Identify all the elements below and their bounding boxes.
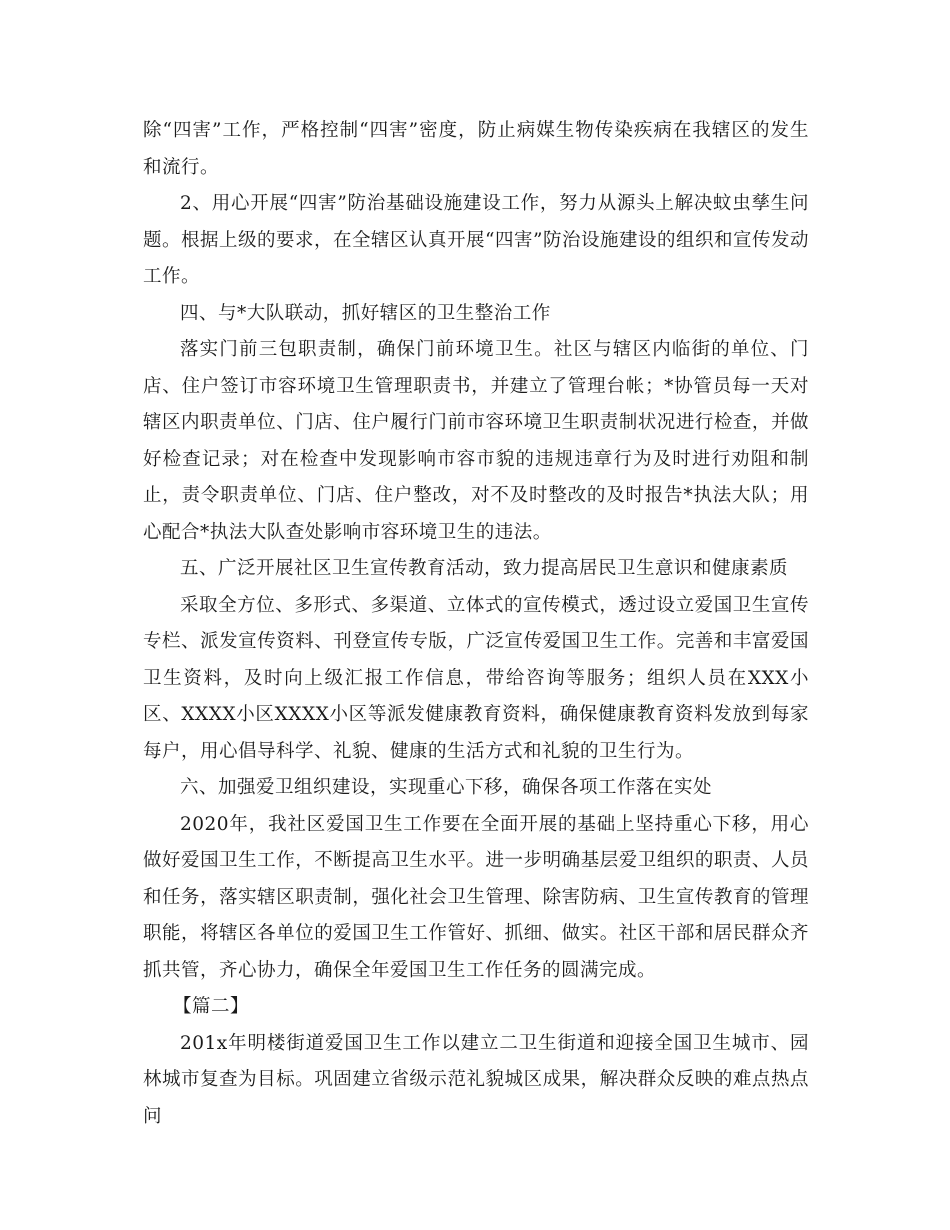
paragraph-part-two-body: 201x年明楼街道爱国卫生工作以建立二卫生街道和迎接全国卫生城市、园林城市复查为目标。巩固建立省级示范礼貌城区成果，解决群众反映的难点热点问 [143, 1032, 809, 1127]
section-heading-5: 五、广泛开展社区卫生宣传教育活动，致力提高居民卫生意识和健康素质 [180, 558, 789, 579]
section-heading-4: 四、与*大队联动，抓好辖区的卫生整治工作 [180, 302, 551, 324]
paragraph-section-6-body: 2020年，我社区爱国卫生工作要在全面开展的基础上坚持重心下移，用心做好爱国卫生工作，不断提高卫生水平。进一步明确基层爱卫组织的职责、人员和任务，落实辖区职责制，强化社会卫生管理、除害防病、卫生宣传教育的管理职能，将辖区各单位的爱国卫生工作管好、抓细、做实。社区干部和居民群众齐抓共管，齐心协力，确保全年爱国卫生工作任务的圆满完成。 [143, 813, 809, 981]
part-two-heading: 【篇二】 [173, 996, 250, 1017]
section-heading-6: 六、加强爱卫组织建设，实现重心下移，确保各项工作落在实处 [180, 777, 713, 798]
document-body [143, 113, 809, 1135]
paragraph-section-4-body: 落实门前三包职责制，确保门前环境卫生。社区与辖区内临街的单位、门店、住户签订市容环境卫生管理职责书，并建立了管理台帐；*协管员每一天对辖区内职责单位、门店、住户履行门前市容环境卫生职责制状况进行检查，并做好检查记录；对在检查中发现影响市容市貌的违规违章行为及时进行劝阻和制止，责令职责单位、门店、住户整改，对不及时整改的及时报告*执法大队；用心配合*执法大队查处影响市容环境卫生的违法。 [143, 339, 809, 543]
paragraph-section-5-body: 采取全方位、多形式、多渠道、立体式的宣传模式，透过设立爱国卫生宣传专栏、派发宣传资料、刊登宣传专版，广泛宣传爱国卫生工作。完善和丰富爱国卫生资料，及时向上级汇报工作信息，带给咨询等服务；组织人员在XXX小区、XXXX小区XXXX小区等派发健康教育资料，确保健康教育资料发放到每家每户，用心倡导科学、礼貌、健康的生活方式和礼貌的卫生行为。 [143, 594, 809, 762]
paragraph-item-2: 2、用心开展“四害”防治基础设施建设工作，努力从源头上解决蚊虫孳生问题。根据上级的要求，在全辖区认真开展“四害”防治设施建设的组织和宣传发动工作。 [143, 193, 809, 287]
paragraph-continuation: 除“四害”工作，严格控制“四害”密度，防止病媒生物传染疾病在我辖区的发生和流行。 [143, 120, 809, 178]
